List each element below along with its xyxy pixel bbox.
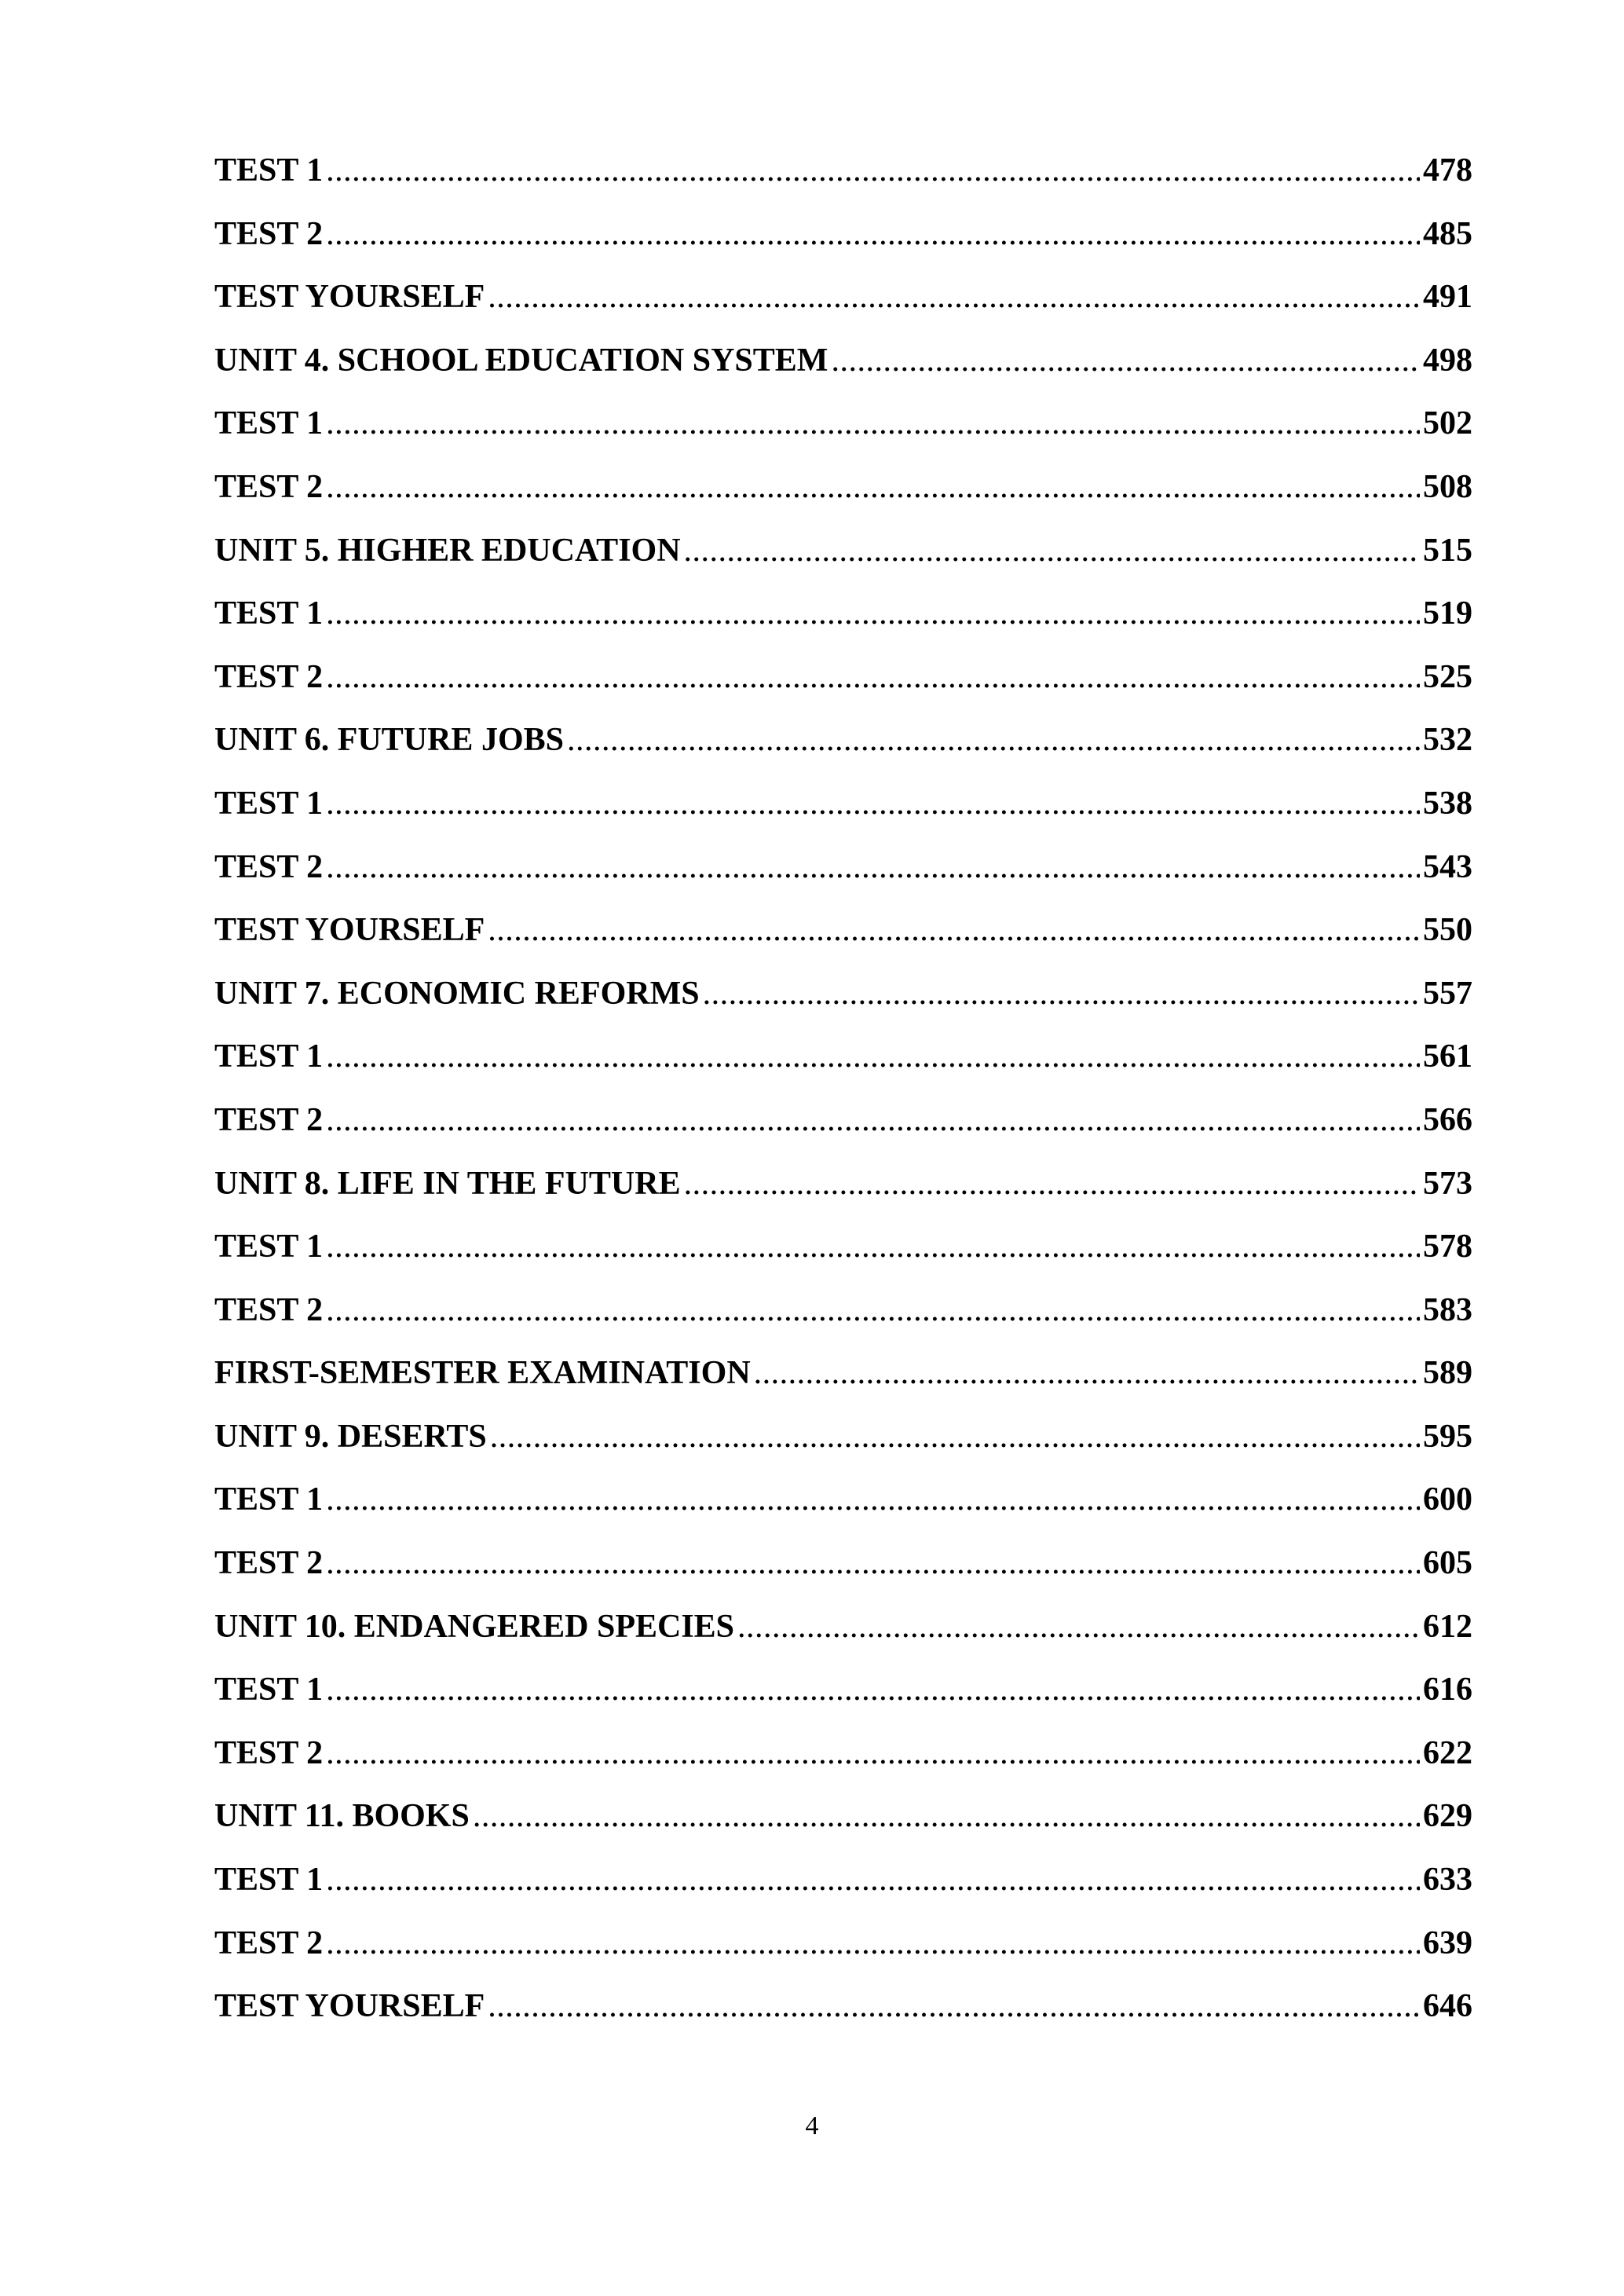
toc-entry[interactable] xyxy=(214,215,1472,281)
toc-entry-title: UNIT 9. DESERTS xyxy=(214,1418,487,1455)
dot-leader xyxy=(684,1167,1420,1200)
toc-entry-page: 639 xyxy=(1423,1924,1472,1961)
toc-entry-page: 508 xyxy=(1423,468,1472,505)
dot-leader xyxy=(326,1673,1420,1706)
dot-leader xyxy=(326,1547,1420,1580)
dot-leader xyxy=(473,1800,1420,1833)
toc-entry-page: 532 xyxy=(1423,722,1472,759)
page-number: 4 xyxy=(805,2111,819,2140)
toc-entry-page: 622 xyxy=(1423,1734,1472,1771)
toc-entry-page: 498 xyxy=(1423,342,1472,379)
toc-entry-title: TEST 2 xyxy=(214,658,324,695)
toc-entry-title: UNIT 7. ECONOMIC REFORMS xyxy=(214,975,700,1012)
toc-entry-title: TEST 2 xyxy=(214,215,324,252)
toc-entry-title: TEST 2 xyxy=(214,1291,324,1328)
toc-entry[interactable] xyxy=(214,658,1472,724)
dot-leader xyxy=(326,1483,1420,1516)
toc-entry-page: 502 xyxy=(1423,405,1472,442)
toc-entry[interactable] xyxy=(214,468,1472,534)
toc-entry-page: 612 xyxy=(1423,1608,1472,1645)
toc-entry[interactable] xyxy=(214,534,1472,598)
dot-leader xyxy=(567,723,1420,756)
toc-entry-title: TEST YOURSELF xyxy=(214,279,485,316)
dot-leader xyxy=(326,661,1420,694)
dot-leader xyxy=(326,1104,1420,1137)
toc-entry[interactable] xyxy=(214,1357,1472,1420)
toc-entry[interactable] xyxy=(214,597,1472,661)
toc-entry-page: 485 xyxy=(1423,215,1472,252)
toc-entry-page: 525 xyxy=(1423,658,1472,695)
toc-entry-title: UNIT 10. ENDANGERED SPECIES xyxy=(214,1608,735,1645)
toc-entry-page: 557 xyxy=(1423,975,1472,1012)
toc-entry-page: 595 xyxy=(1423,1418,1472,1455)
toc-entry-page: 605 xyxy=(1423,1545,1472,1582)
dot-leader xyxy=(488,1990,1420,2023)
toc-entry-title: TEST 1 xyxy=(214,405,324,442)
toc-entry-title: UNIT 6. FUTURE JOBS xyxy=(214,722,564,759)
toc-entry-title: TEST 2 xyxy=(214,848,324,885)
toc-entry-page: 616 xyxy=(1423,1672,1472,1708)
toc-entry-page: 629 xyxy=(1423,1798,1472,1835)
dot-leader xyxy=(326,597,1420,630)
toc-entry[interactable] xyxy=(214,787,1472,851)
toc-entry-title: TEST 2 xyxy=(214,468,324,505)
toc-entry-title: UNIT 5. HIGHER EDUCATION xyxy=(214,532,681,569)
dot-leader xyxy=(326,1040,1420,1073)
toc-entry-title: TEST 1 xyxy=(214,1862,324,1899)
toc-entry[interactable] xyxy=(214,914,1472,977)
toc-entry-title: TEST 1 xyxy=(214,785,324,822)
toc-entry[interactable] xyxy=(214,1863,1472,1927)
dot-leader xyxy=(703,977,1420,1010)
dot-leader xyxy=(326,218,1420,251)
dot-leader xyxy=(326,1230,1420,1263)
toc-entry-title: TEST 2 xyxy=(214,1545,324,1582)
dot-leader xyxy=(737,1610,1420,1643)
toc-entry-page: 646 xyxy=(1423,1988,1472,2025)
toc-entry-title: TEST YOURSELF xyxy=(214,912,485,949)
toc-entry-page: 573 xyxy=(1423,1165,1472,1202)
toc-entry-page: 519 xyxy=(1423,595,1472,632)
toc-entry[interactable] xyxy=(214,1547,1472,1610)
toc-entry[interactable] xyxy=(214,977,1472,1041)
toc-entry-title: UNIT 11. BOOKS xyxy=(214,1798,470,1835)
toc-entry[interactable] xyxy=(214,344,1472,408)
toc-entry[interactable] xyxy=(214,1230,1472,1294)
toc-entry-page: 543 xyxy=(1423,848,1472,885)
toc-entry-title: UNIT 4. SCHOOL EDUCATION SYSTEM xyxy=(214,342,828,379)
dot-leader xyxy=(326,787,1420,820)
dot-leader xyxy=(488,280,1420,313)
toc-entry-page: 515 xyxy=(1423,532,1472,569)
toc-entry-page: 600 xyxy=(1423,1481,1472,1518)
toc-entry-title: TEST 2 xyxy=(214,1101,324,1138)
dot-leader xyxy=(326,154,1420,187)
dot-leader xyxy=(326,407,1420,440)
toc-entry-title: TEST 2 xyxy=(214,1924,324,1961)
toc-entry-page: 478 xyxy=(1423,152,1472,189)
toc-entry[interactable] xyxy=(214,1483,1472,1547)
toc-entry-title: TEST 1 xyxy=(214,152,324,189)
toc-entry[interactable] xyxy=(214,1924,1472,1990)
toc-entry-title: UNIT 8. LIFE IN THE FUTURE xyxy=(214,1165,681,1202)
toc-entry-title: TEST 1 xyxy=(214,1481,324,1518)
toc-entry[interactable] xyxy=(214,407,1472,471)
table-of-contents xyxy=(214,154,1472,2053)
toc-entry[interactable] xyxy=(214,1420,1472,1484)
toc-entry[interactable] xyxy=(214,1040,1472,1104)
toc-entry-page: 633 xyxy=(1423,1862,1472,1899)
toc-entry[interactable] xyxy=(214,280,1472,344)
toc-entry-title: TEST 2 xyxy=(214,1734,324,1771)
dot-leader xyxy=(326,851,1420,884)
toc-entry[interactable] xyxy=(214,1734,1472,1800)
toc-entry[interactable] xyxy=(214,154,1472,218)
dot-leader xyxy=(831,344,1420,377)
toc-entry-page: 491 xyxy=(1423,279,1472,316)
toc-entry[interactable] xyxy=(214,848,1472,914)
dot-leader xyxy=(490,1420,1420,1453)
toc-entry-title: TEST 1 xyxy=(214,1229,324,1265)
toc-entry[interactable] xyxy=(214,1610,1472,1674)
toc-entry-page: 566 xyxy=(1423,1101,1472,1138)
dot-leader xyxy=(326,471,1420,504)
toc-entry-title: TEST YOURSELF xyxy=(214,1988,485,2025)
toc-entry[interactable] xyxy=(214,723,1472,787)
toc-entry-page: 550 xyxy=(1423,912,1472,949)
toc-entry-page: 589 xyxy=(1423,1355,1472,1392)
toc-entry[interactable] xyxy=(214,1800,1472,1863)
toc-entry-page: 538 xyxy=(1423,785,1472,822)
dot-leader xyxy=(326,1737,1420,1770)
toc-entry-title: TEST 1 xyxy=(214,1038,324,1075)
toc-entry-title: TEST 1 xyxy=(214,595,324,632)
dot-leader xyxy=(488,914,1420,947)
dot-leader xyxy=(326,1294,1420,1327)
toc-entry[interactable] xyxy=(214,1167,1472,1231)
toc-entry-page: 578 xyxy=(1423,1229,1472,1265)
dot-leader xyxy=(326,1927,1420,1960)
toc-entry-title: TEST 1 xyxy=(214,1672,324,1708)
dot-leader xyxy=(326,1863,1420,1896)
dot-leader xyxy=(754,1357,1420,1390)
toc-entry[interactable] xyxy=(214,1990,1472,2053)
toc-entry-title: FIRST-SEMESTER EXAMINATION xyxy=(214,1355,751,1392)
toc-entry[interactable] xyxy=(214,1673,1472,1737)
dot-leader xyxy=(684,534,1420,567)
toc-entry-page: 583 xyxy=(1423,1291,1472,1328)
toc-entry[interactable] xyxy=(214,1101,1472,1167)
toc-entry[interactable] xyxy=(214,1291,1472,1357)
toc-entry-page: 561 xyxy=(1423,1038,1472,1075)
